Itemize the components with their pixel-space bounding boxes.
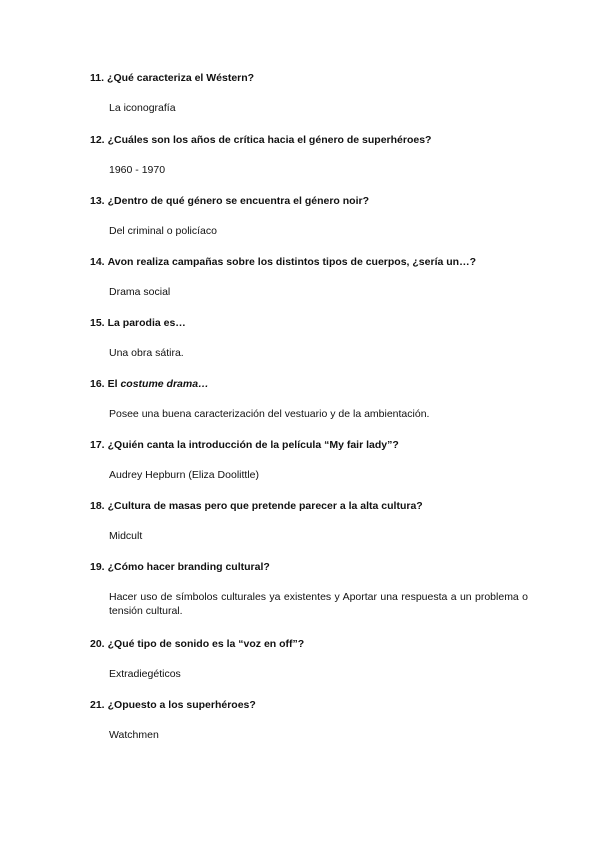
question-number: 21. <box>90 699 105 711</box>
question-11 <box>90 71 530 85</box>
question-text: Avon realiza campañas sobre los distintos tipos de cuerpos, ¿sería un…? <box>107 256 476 268</box>
question-number: 12. <box>90 134 105 146</box>
question-text: ¿Cultura de masas pero que pretende parecer a la alta cultura? <box>107 500 423 512</box>
question-18 <box>90 499 530 513</box>
answer-12: 1960 - 1970 <box>109 164 166 176</box>
qa-item-14 <box>90 255 530 299</box>
question-text: ¿Cómo hacer branding cultural? <box>107 561 270 573</box>
question-14 <box>90 255 530 269</box>
question-17 <box>90 438 530 452</box>
qa-item-12 <box>90 133 530 177</box>
qa-item-20 <box>90 637 530 681</box>
question-number: 19. <box>90 561 105 573</box>
question-13 <box>90 194 530 208</box>
question-number: 11. <box>90 72 105 84</box>
question-number: 14. <box>90 256 105 268</box>
qa-item-18 <box>90 499 530 543</box>
answer-18: Midcult <box>109 530 143 542</box>
answer-20: Extradiegéticos <box>109 668 181 680</box>
question-text: ¿Opuesto a los superhéroes? <box>107 699 256 711</box>
answer-14: Drama social <box>109 286 171 298</box>
qa-item-15 <box>90 316 530 360</box>
qa-item-16 <box>90 377 530 421</box>
question-text-prefix: El <box>107 378 121 390</box>
question-text: La parodia es… <box>107 317 186 329</box>
question-text: ¿Quién canta la introducción de la película “My fair lady”? <box>107 439 399 451</box>
answer-11: La iconografía <box>109 102 176 114</box>
answer-21: Watchmen <box>109 729 159 741</box>
question-number: 17. <box>90 439 105 451</box>
qa-item-21 <box>90 698 530 742</box>
qa-item-19 <box>90 560 530 618</box>
question-15 <box>90 316 530 330</box>
question-text: ¿Qué caracteriza el Wéstern? <box>107 72 255 84</box>
question-number: 16. <box>90 378 105 390</box>
question-12 <box>90 133 530 147</box>
question-number: 18. <box>90 500 105 512</box>
answer-15: Una obra sátira. <box>109 347 184 359</box>
qa-item-11 <box>90 71 530 115</box>
question-19 <box>90 560 530 574</box>
question-21 <box>90 698 530 712</box>
qa-item-13 <box>90 194 530 238</box>
answer-19: Hacer uso de símbolos culturales ya existentes y Aportar una respuesta a un problema o tensión cultural. <box>109 591 528 617</box>
question-number: 15. <box>90 317 105 329</box>
answer-16: Posee una buena caracterización del vestuario y de la ambientación. <box>109 408 430 420</box>
question-text: ¿Qué tipo de sonido es la “voz en off”? <box>107 638 305 650</box>
question-text-italic: costume drama… <box>120 378 209 390</box>
question-20 <box>90 637 530 651</box>
answer-17: Audrey Hepburn (Eliza Doolittle) <box>109 469 259 481</box>
qa-item-17 <box>90 438 530 482</box>
question-number: 20. <box>90 638 105 650</box>
question-text: ¿Cuáles son los años de crítica hacia el género de superhéroes? <box>107 134 432 146</box>
answer-13: Del criminal o policíaco <box>109 225 217 237</box>
question-number: 13. <box>90 195 105 207</box>
question-text: ¿Dentro de qué género se encuentra el género noir? <box>107 195 369 207</box>
question-16 <box>90 377 530 391</box>
